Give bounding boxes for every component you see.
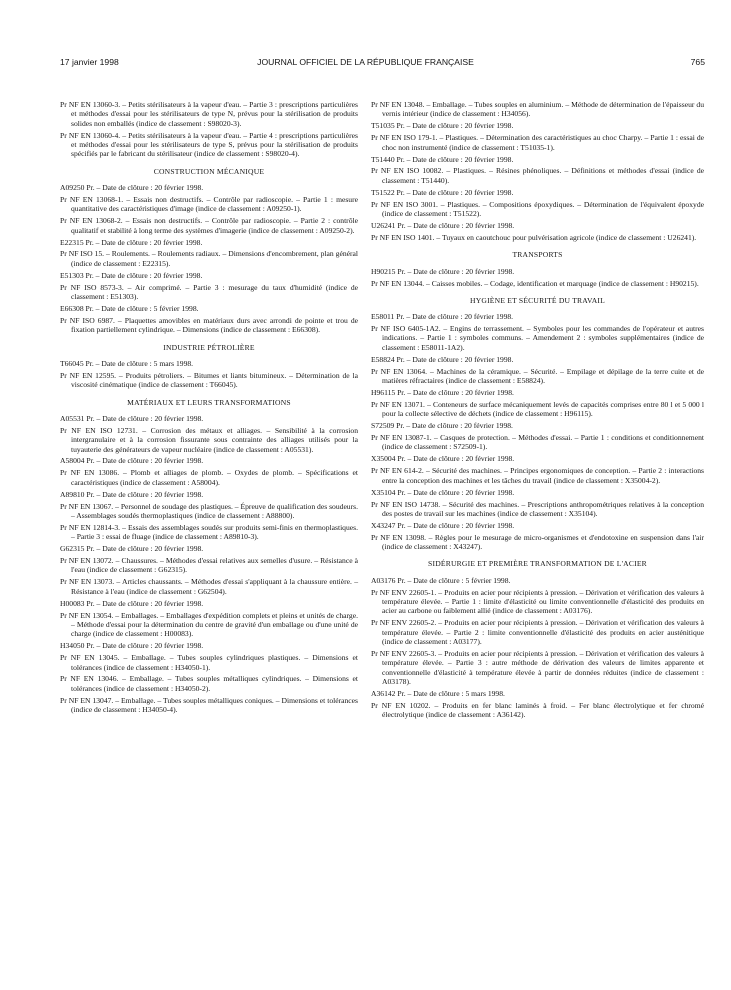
- section-heading: HYGIÈNE ET SÉCURITÉ DU TRAVAIL: [470, 295, 605, 305]
- left-column: [60, 100, 358, 717]
- notice-entry: E22315 Pr. – Date de clôture : 20 février 1998.: [60, 237, 203, 247]
- notice-entry: Pr NF EN 13068-2. – Essais non destructifs. – Contrôle par radioscopie. – Partie 2 : contrôle qualitatif et stabilité à long terme des systèmes d'imagerie (indice de classement : A09250-2).: [60, 216, 358, 235]
- notice-entry: E58824 Pr. – Date de clôture : 20 février 1998.: [371, 354, 514, 364]
- notice-entry: T51035 Pr. – Date de clôture : 20 février 1998.: [371, 121, 514, 131]
- notice-entry: Pr NF EN 13087-1. – Casques de protection. – Méthodes d'essai. – Partie 1 : conditions et conditionnement (indice de classement : S72509-1).: [371, 433, 704, 452]
- notice-entry: Pr NF EN 13047. – Emballage. – Tubes souples métalliques coniques. – Dimensions et tolérances (indice de classement : H34050-4).: [60, 695, 358, 715]
- notice-entry: E51303 Pr. – Date de clôture : 20 février 1998.: [60, 270, 203, 280]
- section-heading: INDUSTRIE PÉTROLIÈRE: [163, 342, 255, 352]
- notice-entry: Pr NF EN 12595. – Produits pétroliers. – Bitumes et liants bitumineux. – Détermination de la viscosité cinématique (indice de classement : T66045).: [60, 370, 358, 390]
- section-heading: SIDÉRURGIE ET PREMIÈRE TRANSFORMATION DE L'ACIER: [428, 559, 647, 569]
- notice-entry: X35004 Pr. – Date de clôture : 20 février 1998.: [371, 454, 515, 464]
- notice-entry: Pr NF EN 12814-3. – Essais des assemblages soudés sur produits semi-finis en thermoplastiques. – Partie 3 : essai de fluage (indice de classement : A89810-3).: [60, 522, 358, 542]
- notice-entry: Pr NF ISO 6987. – Plaquettes amovibles en matériaux durs avec arrondi de pointe et trou de fixation partiellement cylindrique. – Dimensions (indice de classement : E66308).: [60, 315, 358, 335]
- notice-entry: A05531 Pr. – Date de clôture : 20 février 1998.: [60, 413, 204, 423]
- notice-entry: H96115 Pr. – Date de clôture : 20 février 1998.: [371, 387, 514, 397]
- notice-entry: Pr NF ISO 15. – Roulements. – Roulements radiaux. – Dimensions d'encombrement, plan général (indice de classement : E22315).: [60, 249, 358, 268]
- notice-entry: Pr NF EN 13064. – Machines de la céramique. – Sécurité. – Empilage et dépilage de la terre cuite et de matières réfractaires (indice de classement : E58824).: [371, 366, 704, 386]
- notice-entry: Pr NF EN 10202. – Produits en fer blanc laminés à froid. – Fer blanc électrolytique et fer chromé électrolytique (indice de classement : A36142).: [371, 700, 704, 720]
- notice-entry: Pr NF ENV 22605-1. – Produits en acier pour récipients à pression. – Dérivation et vérification des valeurs à température élevée. – Partie 1 : limite d'élasticité ou limite conventionnelle d'élasticité des produits en acier au carbone ou faiblement allié (indice de classement : A03176).: [371, 587, 704, 616]
- header-date: 17 janvier 1998: [60, 57, 119, 67]
- notice-entry: G62315 Pr. – Date de clôture : 20 février 1998.: [60, 544, 204, 554]
- notice-entry: Pr NF EN ISO 14738. – Sécurité des machines. – Prescriptions anthropométriques relatives à la conception des postes de travail sur les machines (indice de classement : X35104).: [371, 499, 704, 518]
- notice-entry: T66045 Pr. – Date de clôture : 5 mars 1998.: [60, 358, 194, 368]
- notice-entry: Pr NF ENV 22605-2. – Produits en acier pour récipients à pression. – Dérivation et vérification des valeurs à température élevée. – Partie 2 : limite conventionnelle d'élasticité des produits en acier austénitique (indice de classement : A03177).: [371, 618, 704, 647]
- notice-entry: T51522 Pr. – Date de clôture : 20 février 1998.: [371, 187, 514, 197]
- notice-entry: A09250 Pr. – Date de clôture : 20 février 1998.: [60, 183, 204, 192]
- header-title: JOURNAL OFFICIEL DE LA RÉPUBLIQUE FRANÇAISE: [257, 57, 474, 67]
- notice-entry: Pr NF EN 13068-1. – Essais non destructifs. – Contrôle par radioscopie. – Partie 1 : mesure quantitative des caractéristiques d'image (indice de classement : A09250-1).: [60, 194, 358, 214]
- notice-entry: A58004 Pr. – Date de clôture : 20 février 1998.: [60, 456, 204, 466]
- notice-entry: E58011 Pr. – Date de clôture : 20 février 1998.: [371, 312, 514, 322]
- notice-entry: Pr NF ISO 8573-3. – Air comprimé. – Partie 3 : mesurage du taux d'humidité (indice de classement : E51303).: [60, 282, 358, 301]
- notice-entry: A36142 Pr. – Date de clôture : 5 mars 1998.: [371, 688, 505, 698]
- notice-entry: T51440 Pr. – Date de clôture : 20 février 1998.: [371, 154, 514, 164]
- notice-entry: E66308 Pr. – Date de clôture : 5 février 1998.: [60, 303, 199, 313]
- notice-entry: Pr NF ENV 22605-3. – Produits en acier pour récipients à pression. – Dérivation et vérification des valeurs à température élevée. – Partie 3 : autre méthode de dérivation des valeurs de limites apparente et conventionnelle d'élasticité à température élevée à partir de données réduites (indice de classement : A03178).: [371, 649, 704, 687]
- notice-entry: Pr NF EN 13060-3. – Petits stérilisateurs à la vapeur d'eau. – Partie 3 : prescriptions particulières et méthodes d'essai pour les stérilisateurs de type N, prévus pour la stérilisation de produits solides non emballés (indice de classement : S98020-3).: [60, 100, 358, 128]
- notice-entry: X35104 Pr. – Date de clôture : 20 février 1998.: [371, 487, 515, 497]
- notice-entry: S72509 Pr. – Date de clôture : 20 février 1998.: [371, 421, 513, 431]
- notice-entry: X43247 Pr. – Date de clôture : 20 février 1998.: [371, 520, 515, 530]
- notice-entry: H00083 Pr. – Date de clôture : 20 février 1998.: [60, 598, 204, 608]
- notice-entry: Pr NF EN ISO 1401. – Tuyaux en caoutchouc pour pulvérisation agricole (indice de classement : U26241).: [371, 232, 697, 242]
- notice-entry: Pr NF EN 13072. – Chaussures. – Méthodes d'essai relatives aux semelles d'usure. – Résistance à l'eau (indice de classement : G62315).: [60, 556, 358, 575]
- notice-entry: Pr NF EN 13054. – Emballages. – Emballages d'expédition complets et pleins et unités de charge. – Méthode d'essai pour la détermination du centre de gravité d'un emballage ou d'une unité de charge (indice de classement : H00083).: [60, 610, 358, 639]
- notice-entry: Pr NF EN 13046. – Emballage. – Tubes souples métalliques cylindriques. – Dimensions et tolérances (indice de classement : H34050-2).: [60, 674, 358, 693]
- notice-entry: Pr NF EN 13098. – Règles pour le mesurage de micro-organismes et d'endotoxine en suspension dans l'air (indice de classement : X43247).: [371, 532, 704, 552]
- notice-entry: Pr NF EN 13044. – Caisses mobiles. – Codage, identification et marquage (indice de classement : H90215).: [371, 278, 699, 288]
- notice-entry: Pr NF EN 13071. – Conteneurs de surface mécaniquement levés de capacités comprises entre 80 l et 5 000 l pour la collecte sélective de déchets (indice de classement : H96115).: [371, 399, 704, 419]
- page-number: 765: [690, 57, 705, 67]
- notice-entry: Pr NF EN 13086. – Plomb et alliages de plomb. – Oxydes de plomb. – Spécifications et caractéristiques (indice de classement : A58004).: [60, 468, 358, 487]
- notice-entry: Pr NF ISO 6405-1A2. – Engins de terrassement. – Symboles pour les commandes de l'opérateur et autres indications. – Partie 1 : symboles communs. – Amendement 2 : symboles supplémentaires (indice de classement : E58011-1A2).: [371, 324, 704, 352]
- section-heading: TRANSPORTS: [512, 250, 563, 260]
- notice-entry: H90215 Pr. – Date de clôture : 20 février 1998.: [371, 266, 515, 276]
- notice-entry: Pr NF EN 13060-4. – Petits stérilisateurs à la vapeur d'eau. – Partie 4 : prescriptions particulières et méthodes d'essai pour les stérilisateurs de type S, prévus pour la stérilisation de produits spécifiés par le fabricant du stérilisateur (indice de classement : S98020-4).: [60, 130, 358, 159]
- notice-entry: Pr NF EN ISO 3001. – Plastiques. – Compositions époxydiques. – Détermination de l'équivalent époxyde (indice de classement : T51522).: [371, 199, 704, 218]
- notice-entry: A03176 Pr. – Date de clôture : 5 février 1998.: [371, 575, 511, 585]
- notice-entry: Pr NF EN 13048. – Emballage. – Tubes souples en aluminium. – Méthode de détermination de l'épaisseur du vernis intérieur (indice de classement : H34056).: [371, 100, 704, 119]
- notice-entry: H34050 Pr. – Date de clôture : 20 février 1998.: [60, 641, 204, 651]
- notice-entry: Pr NF EN ISO 12731. – Corrosion des métaux et alliages. – Sensibilité à la corrosion intergranulaire et à la corrosion fissurante sous contrainte des alliages utilisés pour la tuyauterie des générateurs de vapeur nucléaire (indice de classement : A05531).: [60, 425, 358, 454]
- section-heading: MATÉRIAUX ET LEURS TRANSFORMATIONS: [127, 397, 291, 407]
- notice-entry: Pr NF EN 614-2. – Sécurité des machines. – Principes ergonomiques de conception. – Partie 2 : interactions entre la conception des machines et les tâches du travail (indice de classement : X35004-2).: [371, 466, 704, 485]
- notice-entry: Pr NF EN 13067. – Personnel de soudage des plastiques. – Épreuve de qualification des soudeurs. – Assemblages soudés thermoplastiques (indice de classement : A88800).: [60, 501, 358, 520]
- section-heading: CONSTRUCTION MÉCANIQUE: [153, 166, 265, 176]
- notice-entry: Pr NF EN 13045. – Emballage. – Tubes souples cylindriques plastiques. – Dimensions et tolérances (indice de classement : H34050-1).: [60, 653, 358, 672]
- notice-entry: Pr NF EN ISO 10082. – Plastiques. – Résines phénoliques. – Définitions et méthodes d'essai (indice de classement : T51440).: [371, 166, 704, 185]
- notice-entry: Pr NF EN 13073. – Articles chaussants. – Méthodes d'essai s'appliquant à la chaussure entière. – Résistance à l'eau (indice de classement : G62504).: [60, 577, 358, 596]
- notice-entry: Pr NF EN ISO 179-1. – Plastiques. – Détermination des caractéristiques au choc Charpy. – Partie 1 : essai de choc non instrumenté (indice de classement : T51035-1).: [371, 133, 704, 152]
- notice-entry: A89810 Pr. – Date de clôture : 20 février 1998.: [60, 489, 204, 499]
- notice-entry: U26241 Pr. – Date de clôture : 20 février 1998.: [371, 220, 515, 230]
- right-column: [371, 100, 704, 722]
